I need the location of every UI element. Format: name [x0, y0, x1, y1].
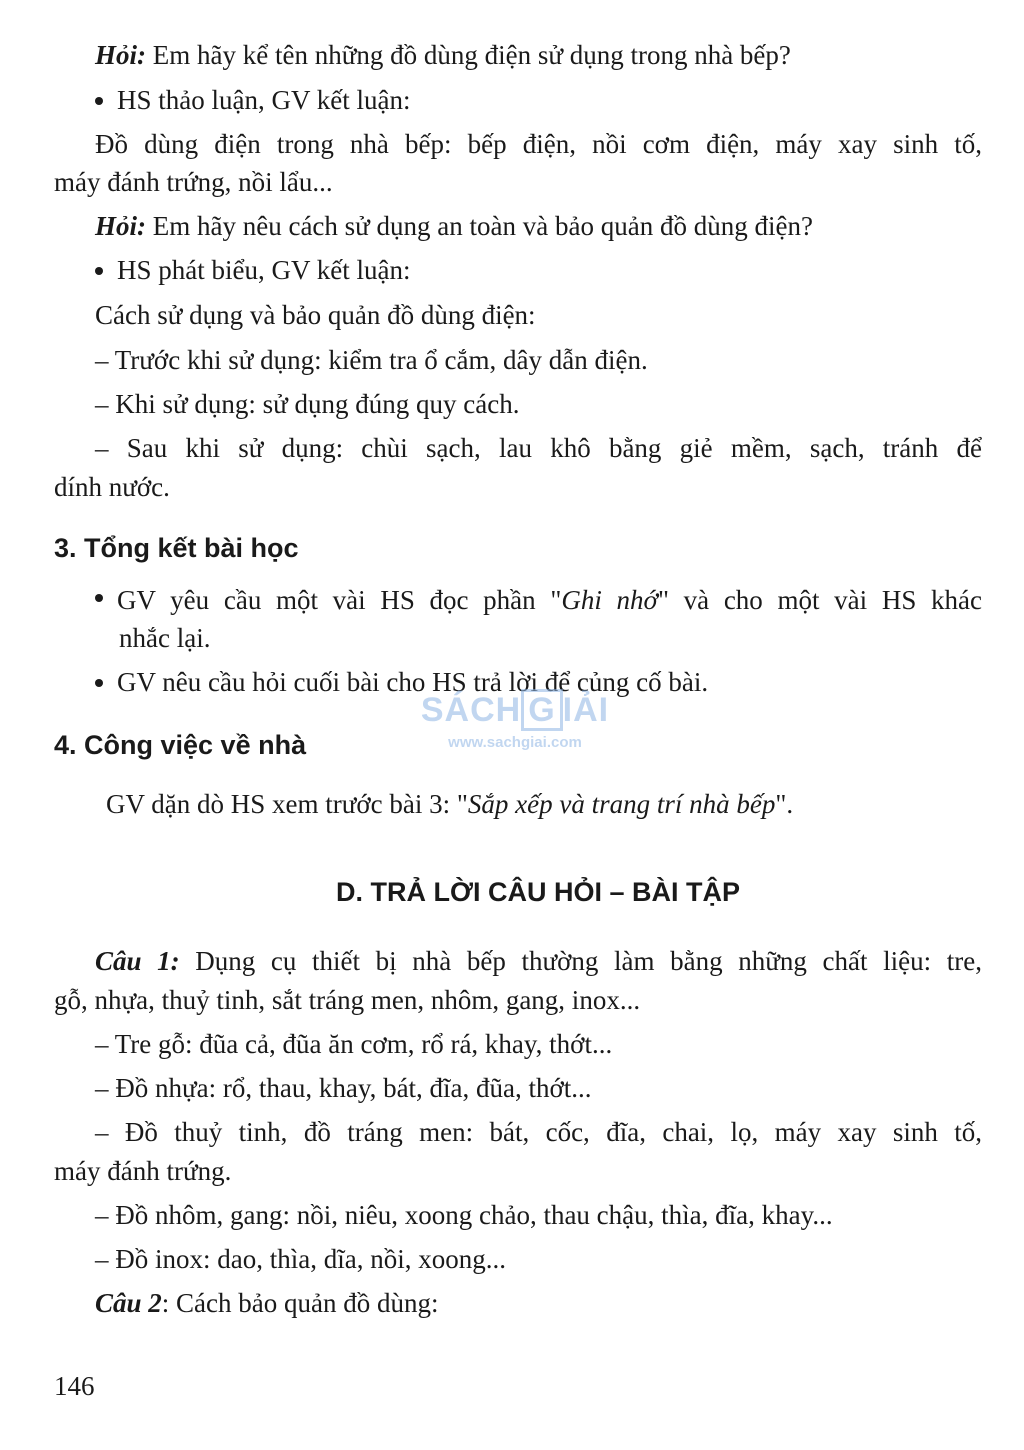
paragraph-line: Cách sử dụng và bảo quản đồ dùng điện:	[95, 300, 536, 330]
paragraph-line: dính nước.	[54, 472, 170, 502]
bullet-text: GV nêu cầu hỏi cuối bài cho HS trả lời để củng cố bài.	[117, 667, 709, 697]
watermark-logo: SÁCH G IẢI www.sachgiai.com	[420, 691, 610, 751]
dash-item: – Sau khi sử dụng: chùi sạch, lau khô bằng giẻ mềm, sạch, tránh để	[95, 433, 982, 463]
bullet-icon	[95, 679, 103, 687]
dash-item: – Đồ inox: dao, thìa, dĩa, nồi, xoong...	[95, 1244, 506, 1274]
bullet-icon	[95, 594, 103, 602]
paragraph-line: gỗ, nhựa, thuỷ tinh, sắt tráng men, nhôm, gang, inox...	[54, 985, 641, 1015]
section-heading: 4. Công việc về nhà	[54, 730, 307, 760]
bullet-text: GV yêu cầu một vài HS đọc phần "Ghi nhớ" và cho một vài HS khác	[117, 585, 982, 615]
dash-item: – Đồ thuỷ tinh, đồ tráng men: bát, cốc, đĩa, chai, lọ, máy xay sinh tố,	[95, 1117, 982, 1147]
paragraph-line: máy đánh trứng.	[54, 1156, 232, 1186]
question-label: Hỏi:	[95, 211, 146, 241]
question-text: Em hãy kể tên những đồ dùng điện sử dụng trong nhà bếp?	[146, 40, 791, 70]
answer-label: Câu 2	[95, 1288, 162, 1318]
bullet-text: HS thảo luận, GV kết luận:	[117, 85, 411, 115]
bullet-icon	[95, 97, 103, 105]
bullet-item	[95, 580, 982, 620]
paragraph-line: máy đánh trứng, nồi lẩu...	[54, 167, 333, 197]
paragraph-line: GV dặn dò HS xem trước bài 3: "Sắp xếp và trang trí nhà bếp".	[106, 789, 794, 819]
answer-1: Câu 1: Dụng cụ thiết bị nhà bếp thường làm bằng những chất liệu: tre,	[95, 946, 982, 976]
question-2	[95, 206, 982, 246]
bullet-item	[95, 250, 410, 290]
section-heading-centered: D. TRẢ LỜI CÂU HỎI – BÀI TẬP	[335, 877, 741, 907]
dash-item: – Khi sử dụng: sử dụng đúng quy cách.	[95, 389, 520, 419]
dash-item: – Đồ nhôm, gang: nồi, niêu, xoong chảo, thau chậu, thìa, đĩa, khay...	[95, 1200, 833, 1230]
question-1	[95, 35, 982, 75]
question-text: Em hãy nêu cách sử dụng an toàn và bảo quản đồ dùng điện?	[146, 211, 813, 241]
bullet-continuation: nhắc lại.	[119, 623, 211, 653]
question-label: Hỏi:	[95, 40, 146, 70]
paragraph-line: Đồ dùng điện trong nhà bếp: bếp điện, nồi cơm điện, máy xay sinh tố,	[95, 129, 982, 159]
section-heading: 3. Tổng kết bài học	[54, 533, 299, 563]
bullet-item	[95, 80, 410, 120]
bullet-icon	[95, 267, 103, 275]
answer-2: Câu 2: Cách bảo quản đồ dùng:	[95, 1288, 439, 1318]
dash-item: – Trước khi sử dụng: kiểm tra ổ cắm, dây dẫn điện.	[95, 345, 648, 375]
dash-item: – Đồ nhựa: rổ, thau, khay, bát, đĩa, đũa, thớt...	[95, 1073, 592, 1103]
answer-label: Câu 1:	[95, 946, 180, 976]
bullet-text: HS phát biểu, GV kết luận:	[117, 255, 411, 285]
dash-item: – Tre gỗ: đũa cả, đũa ăn cơm, rổ rá, khay, thớt...	[95, 1029, 613, 1059]
page-number: 146	[54, 1371, 95, 1401]
